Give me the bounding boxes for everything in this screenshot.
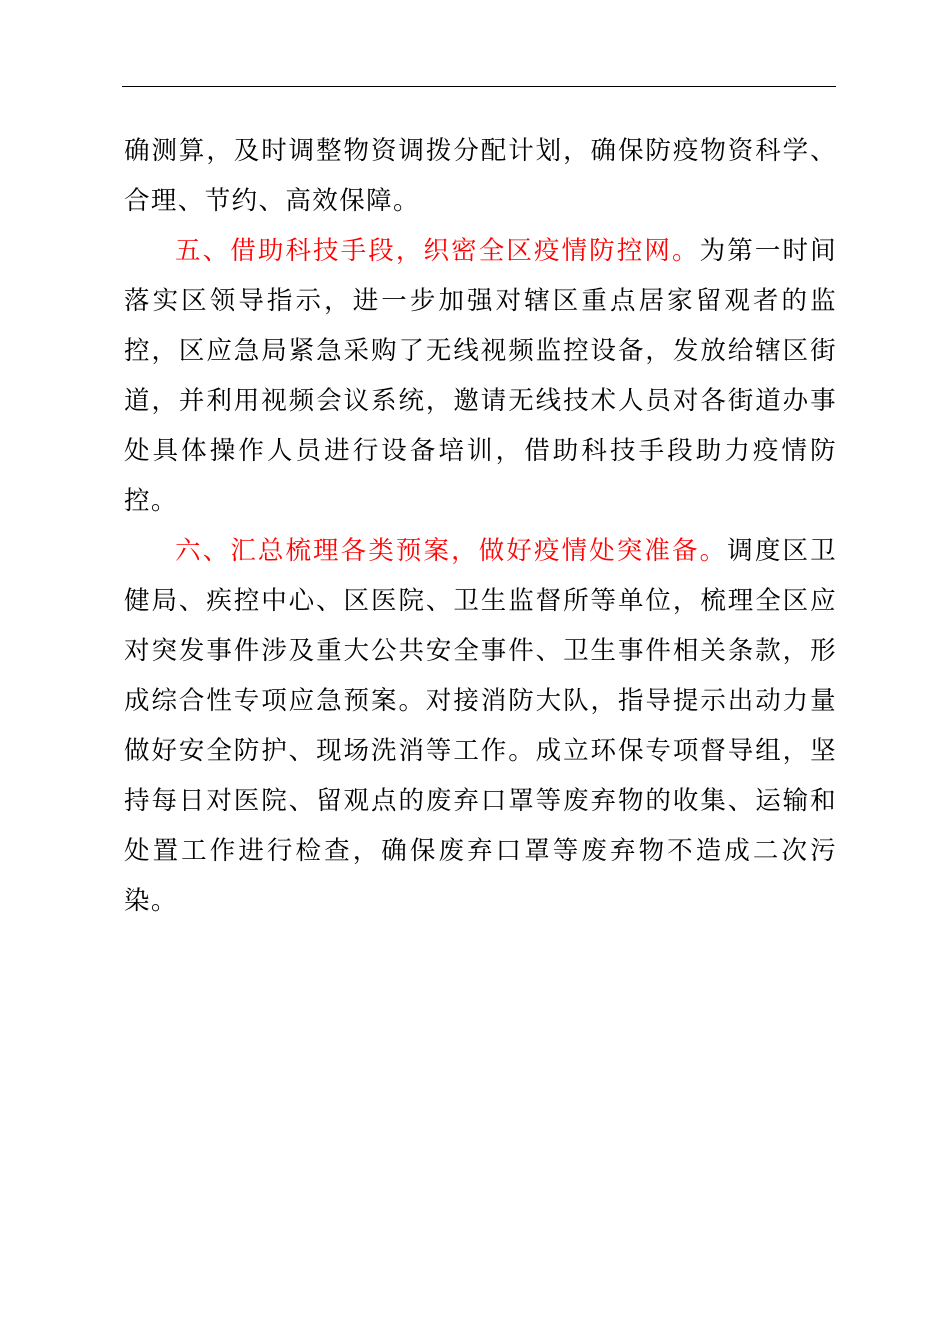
header-rule bbox=[122, 86, 836, 87]
paragraph-section-6 bbox=[124, 526, 837, 926]
paragraph-continuation bbox=[124, 126, 837, 226]
paragraph-text: 为第一时间落实区领导指示，进一步加强对辖区重点居家留观者的监控，区应急局紧急采购了无线视频监控设备，发放给辖区街道，并利用视频会议系统，邀请无线技术人员对各街道办事处具体操作人员进行设备培训，借助科技手段助力疫情防控。 bbox=[124, 236, 837, 516]
document-body bbox=[124, 126, 837, 926]
paragraph-text: 调度区卫健局、疾控中心、区医院、卫生监督所等单位，梳理全区应对突发事件涉及重大公共安全事件、卫生事件相关条款，形成综合性专项应急预案。对接消防大队，指导提示出动力量做好安全防护、现场洗消等工作。成立环保专项督导组，坚持每日对医院、留观点的废弃口罩等废弃物的收集、运输和处置工作进行检查，确保废弃口罩等废弃物不造成二次污染。 bbox=[124, 536, 837, 916]
section-heading-5: 五、借助科技手段，织密全区疫情防控网。 bbox=[175, 236, 700, 266]
paragraph-text: 确测算，及时调整物资调拨分配计划，确保防疫物资科学、合理、节约、高效保障。 bbox=[124, 136, 837, 216]
paragraph-section-5 bbox=[124, 226, 837, 526]
section-heading-6: 六、汇总梳理各类预案，做好疫情处突准备。 bbox=[175, 536, 728, 566]
